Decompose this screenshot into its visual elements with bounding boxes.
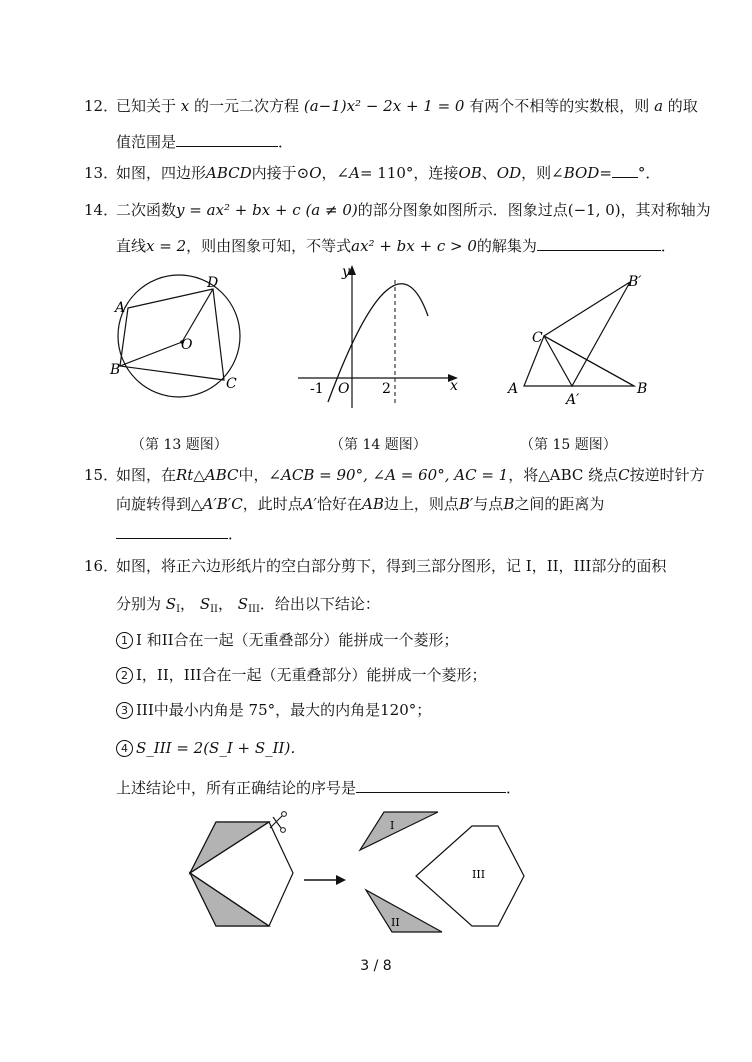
piece-iii (416, 826, 524, 926)
triangle-a1b1c (544, 282, 630, 386)
figure-16-diagram (180, 808, 540, 944)
arrow-icon (336, 875, 346, 885)
label-b: B (637, 381, 648, 397)
label-c: C (226, 376, 237, 392)
figure-15-caption: （第 15 题图） (520, 437, 617, 453)
q13-answer-blank[interactable] (612, 163, 638, 178)
figure-13-diagram (108, 270, 258, 400)
q14-number: 14． (84, 201, 119, 219)
label-a-prime: A′ (566, 392, 580, 408)
q16-number: 16． (84, 557, 119, 575)
q12-number: 12． (84, 97, 119, 115)
label-b: B (110, 362, 121, 378)
label-y: y (342, 264, 350, 280)
label-minus-one: -1 (310, 381, 324, 397)
figure-14-caption: （第 14 题图） (330, 437, 427, 453)
q12-equation: (a−1)x² − 2x + 1 = 0 (303, 97, 465, 115)
piece-ii-label: II (391, 916, 400, 929)
label-a: A (115, 300, 126, 316)
q12-answer-blank[interactable] (176, 132, 278, 147)
label-two: 2 (382, 381, 391, 397)
q16-answer-blank[interactable] (356, 778, 506, 793)
label-a: A (508, 381, 519, 397)
quadrilateral-abcd (120, 289, 224, 380)
piece-i-label: I (390, 819, 395, 832)
segment-ob (120, 342, 182, 366)
q15-number: 15． (84, 466, 119, 484)
circle-o (118, 275, 240, 397)
label-o: O (181, 337, 193, 353)
figure-13-caption: （第 13 题图） (131, 437, 228, 453)
q13-number: 13． (84, 164, 119, 182)
segment-od (182, 289, 213, 342)
figure-14-graph (292, 262, 472, 412)
q15-answer-blank[interactable] (116, 524, 228, 539)
label-c: C (532, 330, 543, 346)
piece-iii-label: III (472, 868, 486, 881)
page-number: 3 / 8 (360, 958, 392, 974)
piece-ii (366, 890, 442, 932)
label-origin: O (338, 381, 350, 397)
label-d: D (207, 275, 219, 291)
q14-answer-blank[interactable] (537, 236, 661, 251)
label-x: x (450, 378, 458, 394)
figure-15-diagram (500, 272, 660, 408)
piece-i (360, 812, 438, 850)
label-b-prime: B′ (628, 274, 642, 290)
